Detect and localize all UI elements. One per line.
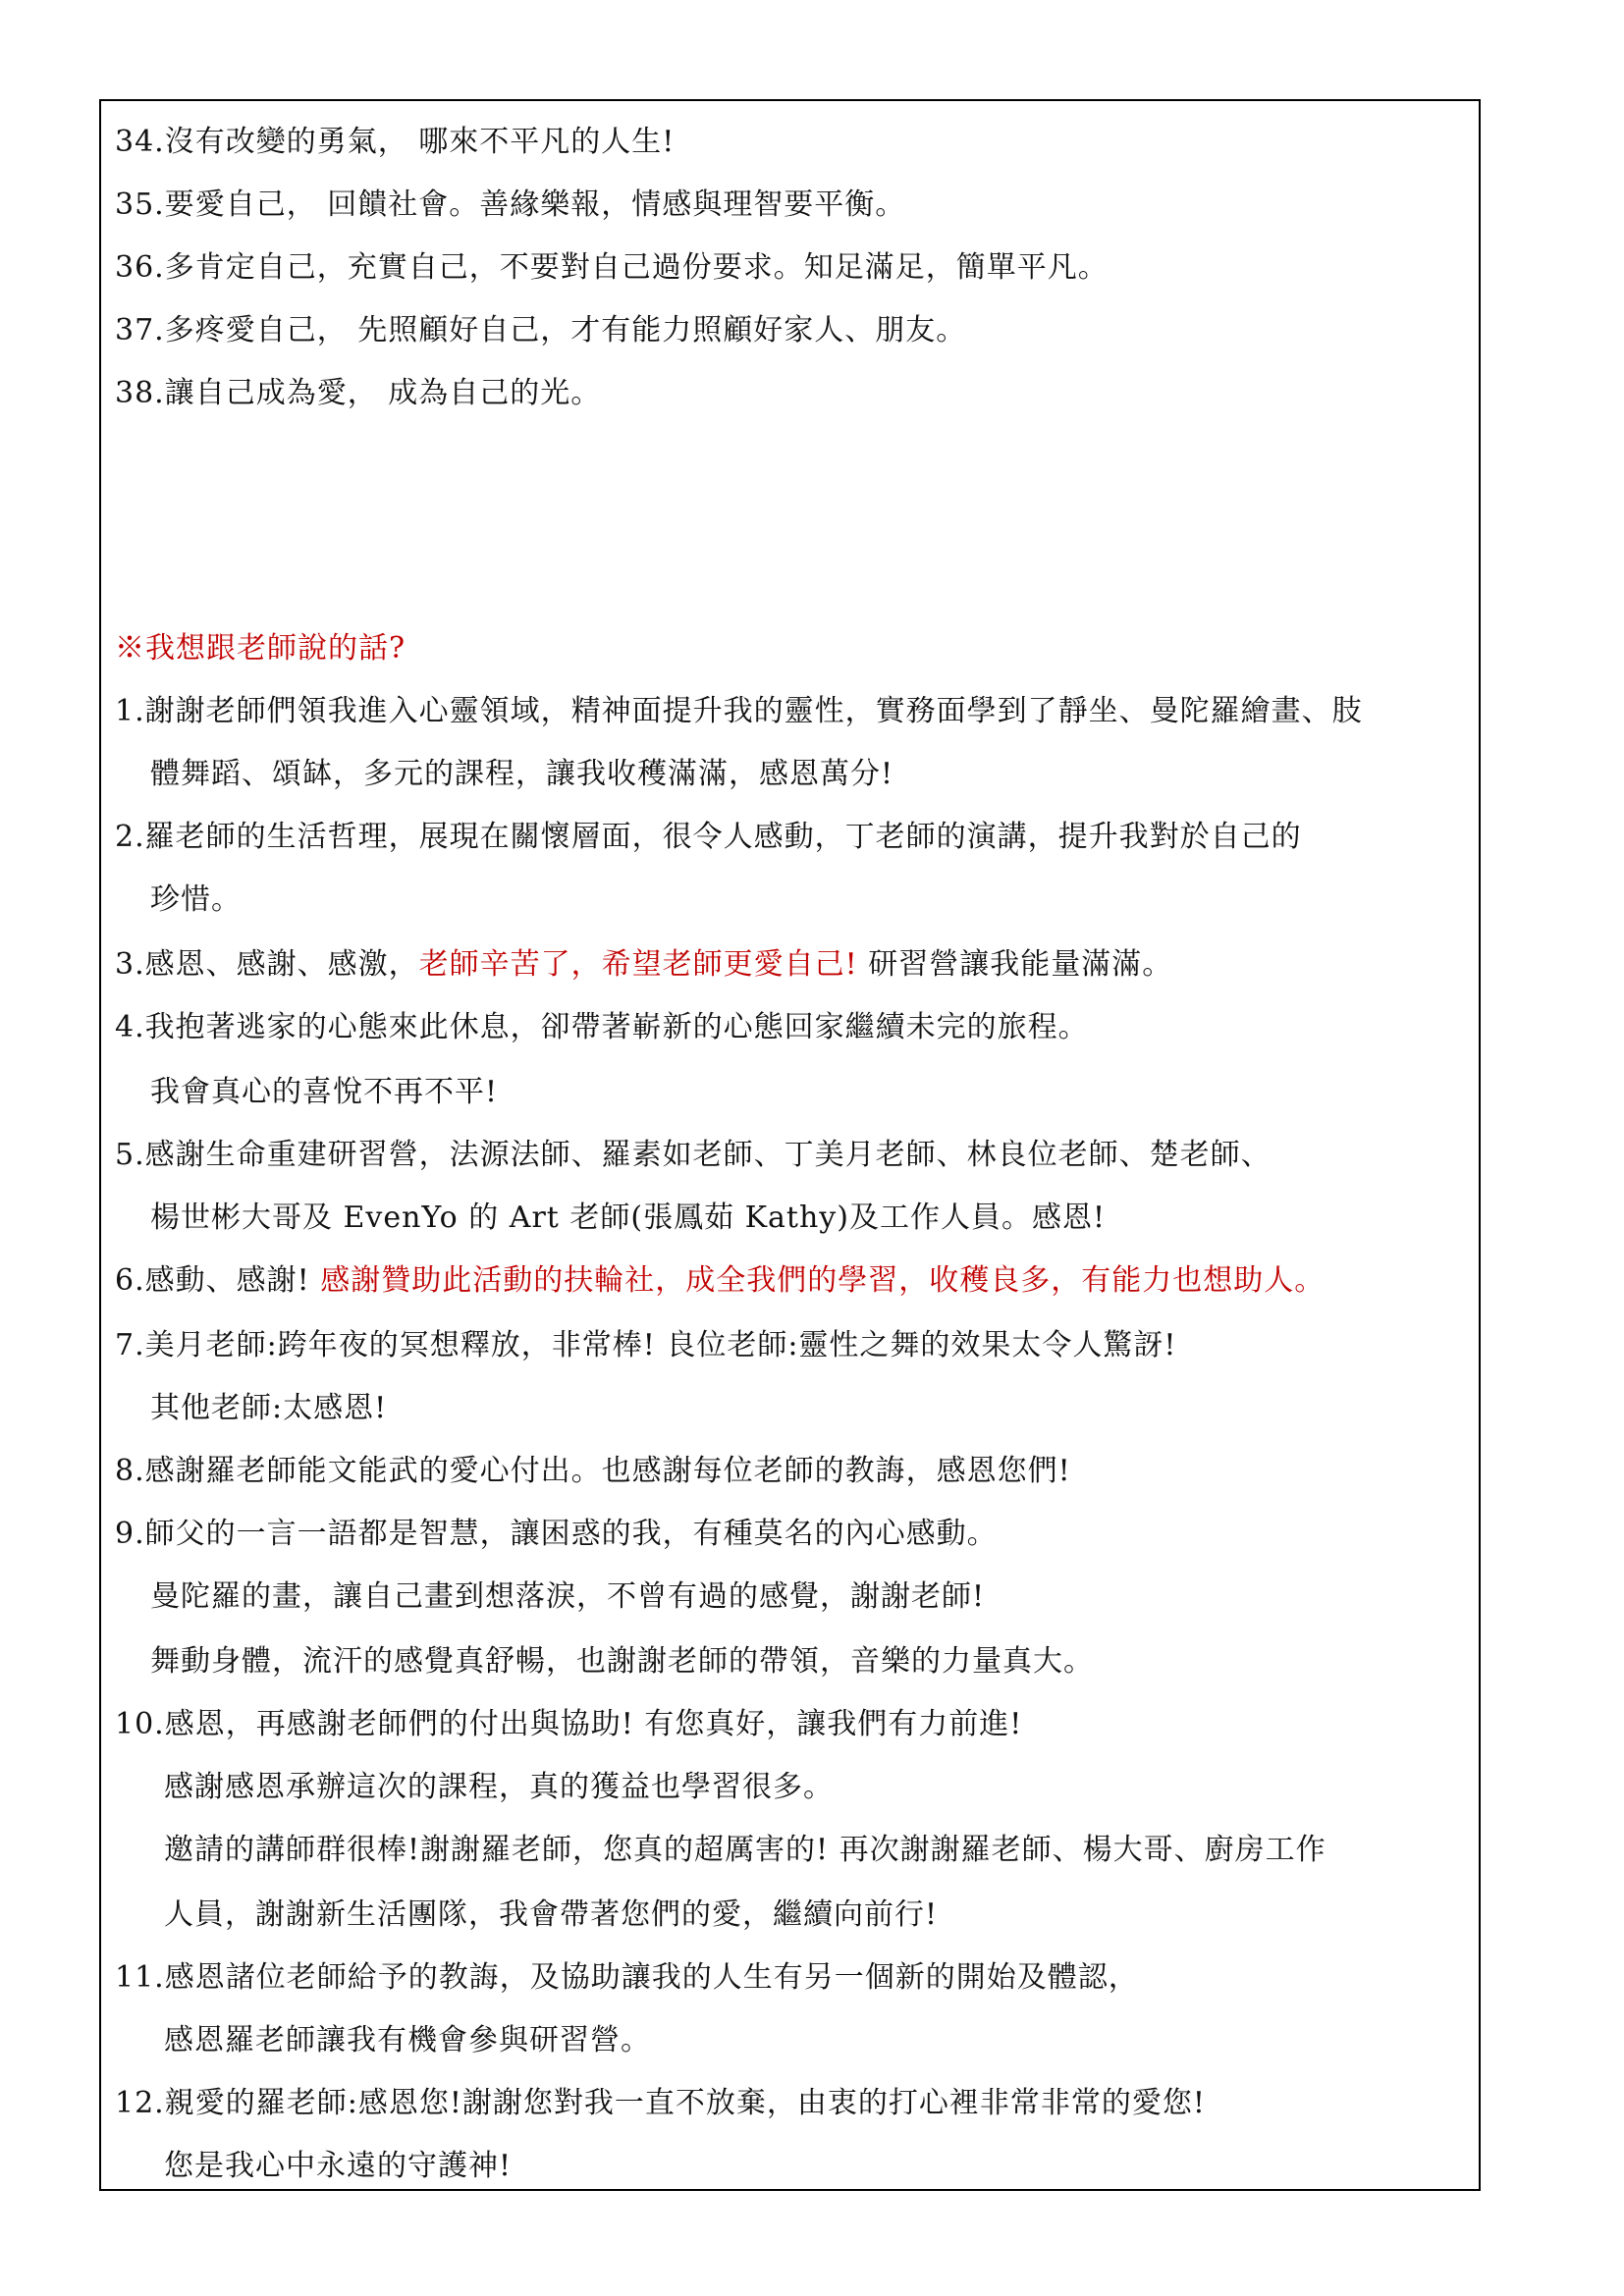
message-line bbox=[115, 1261, 1325, 1301]
quote-item: 35.要愛自己， 回饋社會。善緣樂報，情感與理智要平衡。 bbox=[115, 187, 906, 222]
message-line: 感謝感恩承辦這次的課程，真的獲益也學習很多。 bbox=[164, 1770, 834, 1804]
message-line: 7.美月老師:跨年夜的冥想釋放，非常棒! 良位老師:靈性之舞的效果太令人驚訝! bbox=[115, 1328, 1177, 1362]
message-line: 1.謝謝老師們領我進入心靈領域，精神面提升我的靈性，實務面學到了靜坐、曼陀羅繪畫、肢 bbox=[115, 694, 1363, 728]
message-text: 3.感恩、感謝、感激， bbox=[115, 947, 419, 982]
message-line: 體舞蹈、頌缽，多元的課程，讓我收穫滿滿，感恩萬分! bbox=[150, 757, 894, 791]
message-line: 5.感謝生命重建研習營，法源法師、羅素如老師、丁美月老師、林良位老師、楚老師、 bbox=[115, 1138, 1272, 1172]
message-line: 舞動身體，流汗的感覺真舒暢，也謝謝老師的帶領，音樂的力量真大。 bbox=[150, 1644, 1094, 1679]
highlighted-text: 感謝贊助此活動的扶輪社，成全我們的學習，收穫良多，有能力也想助人。 bbox=[320, 1263, 1326, 1298]
message-line: 我會真心的喜悅不再不平! bbox=[150, 1075, 499, 1109]
message-text: 6.感動、感謝! bbox=[115, 1263, 321, 1298]
message-line: 4.我抱著逃家的心態來此休息，卻帶著嶄新的心態回家繼續未完的旅程。 bbox=[115, 1010, 1089, 1044]
quote-item: 36.多肯定自己，充實自己，不要對自己過份要求。知足滿足，簡單平凡。 bbox=[115, 250, 1109, 285]
quote-item: 38.讓自己成為愛， 成為自己的光。 bbox=[115, 376, 602, 410]
message-line: 您是我心中永遠的守護神! bbox=[164, 2149, 513, 2183]
message-line: 感恩羅老師讓我有機會參與研習營。 bbox=[164, 2023, 651, 2057]
quote-item: 37.多疼愛自己， 先照顧好自己，才有能力照顧好家人、朋友。 bbox=[115, 313, 967, 347]
message-line: 10.感恩，再感謝老師們的付出與協助! 有您真好，讓我們有力前進! bbox=[115, 1707, 1023, 1741]
message-line: 11.感恩諸位老師給予的教誨，及協助讓我的人生有另一個新的開始及體認， bbox=[115, 1960, 1139, 1995]
content-frame bbox=[99, 99, 1481, 2191]
message-line bbox=[115, 945, 1172, 985]
message-line: 珍惜。 bbox=[150, 882, 242, 917]
message-line: 人員，謝謝新生活團隊，我會帶著您們的愛，繼續向前行! bbox=[164, 1897, 939, 1932]
message-line: 楊世彬大哥及 EvenYo 的 Art 老師(張鳳茹 Kathy)及工作人員。感恩! bbox=[150, 1201, 1107, 1235]
message-line: 其他老師:太感恩! bbox=[150, 1391, 388, 1425]
quote-item: 34.沒有改變的勇氣， 哪來不平凡的人生! bbox=[115, 125, 676, 159]
message-line: 曼陀羅的畫，讓自己畫到想落淚，不曾有過的感覺，謝謝老師! bbox=[150, 1579, 986, 1614]
message-line: 8.感謝羅老師能文能武的愛心付出。也感謝每位老師的教誨，感恩您們! bbox=[115, 1454, 1071, 1488]
section-title: ※我想跟老師說的話? bbox=[115, 631, 406, 666]
message-line: 12.親愛的羅老師:感恩您!謝謝您對我一直不放棄，由衷的打心裡非常非常的愛您! bbox=[115, 2086, 1206, 2120]
message-line: 邀請的講師群很棒!謝謝羅老師，您真的超厲害的! 再次謝謝羅老師、楊大哥、廚房工作 bbox=[164, 1833, 1326, 1867]
highlighted-text: 老師辛苦了，希望老師更愛自己! bbox=[418, 947, 858, 982]
message-text: 研習營讓我能量滿滿。 bbox=[857, 947, 1173, 982]
message-line: 2.羅老師的生活哲理，展現在關懷層面，很令人感動，丁老師的演講，提升我對於自己的 bbox=[115, 820, 1302, 854]
message-line: 9.師父的一言一語都是智慧，讓困惑的我，有種莫名的內心感動。 bbox=[115, 1517, 998, 1551]
